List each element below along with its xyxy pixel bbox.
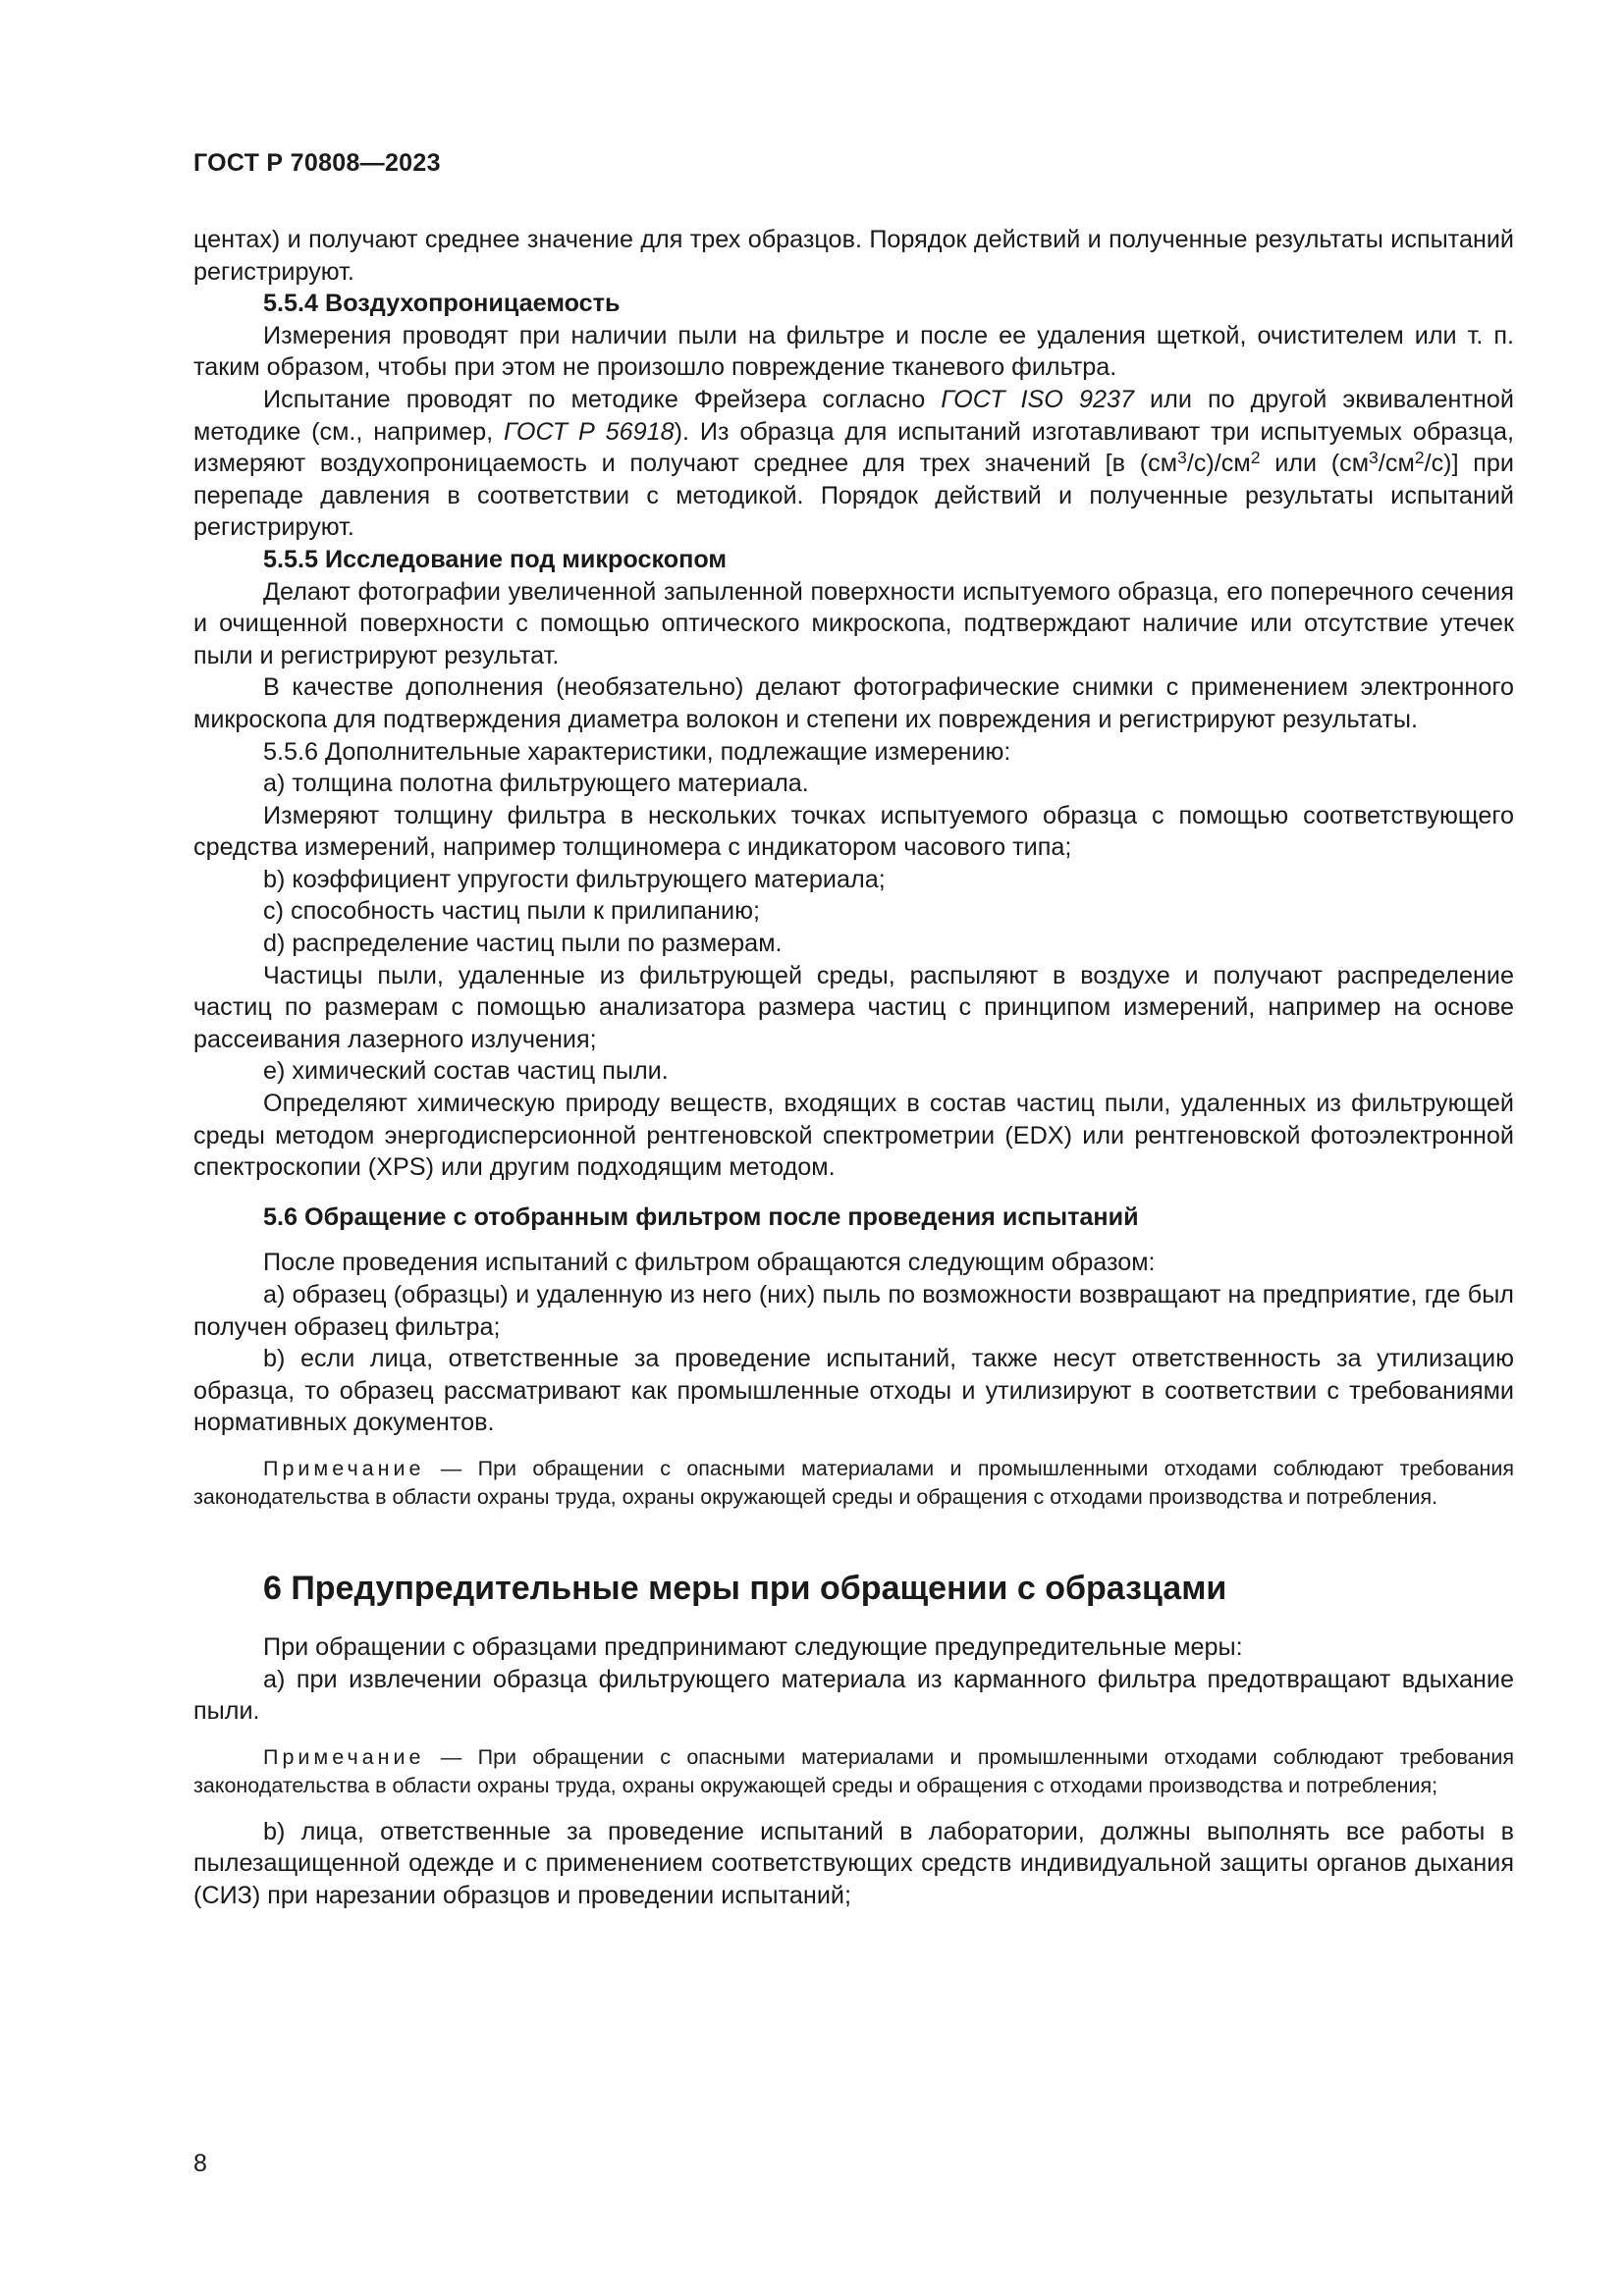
- note-hazardous-materials: [193, 1455, 1514, 1512]
- list-item-e-chemical-composition: е) химический состав частиц пыли.: [263, 1057, 669, 1086]
- paragraph-measurement-conditions: Измерения проводят при наличии пыли на фильтре и после ее удаления щеткой, очистителем или т. п. таким образом, чтобы при этом не произошло повреждение тканевого фильтра.: [193, 321, 1514, 382]
- text-run: /с)/см: [1186, 450, 1251, 478]
- paragraph-post-test-handling: После проведения испытаний с фильтром обращаются следующим образом:: [263, 1249, 1156, 1277]
- list-item-b-disposal: b) если лица, ответственные за проведение испытаний, также несут ответственность за утилизацию образца, то образец рассматривают как промышленные отходы и утилизируют в соответствии с требованиями нормативных документов.: [193, 1345, 1514, 1437]
- superscript: 2: [1250, 448, 1261, 468]
- superscript: 2: [1414, 448, 1425, 468]
- list-item-a-thickness: а) толщина полотна фильтрующего материала.: [263, 770, 809, 798]
- document-body: [193, 224, 1514, 1912]
- list-item-a-return-sample: а) образец (образцы) и удаленную из него (них) пыль по возможности возвращают на предприятие, где был получен образец фильтра;: [193, 1281, 1514, 1341]
- heading-5-6: 5.6 Обращение с отобранным фильтром после проведения испытаний: [263, 1202, 1139, 1231]
- paragraph-particle-analysis: Частицы пыли, удаленные из фильтрующей среды, распыляют в воздухе и получают распределение частиц по размерам с помощью анализатора размера частиц с принципом измерений, например на основе рассеивания лазерного излучения;: [193, 961, 1514, 1053]
- list-item-d-size-distribution: d) распределение частиц пыли по размерам.: [263, 930, 783, 958]
- heading-section-6: 6 Предупредительные меры при обращении с образцами: [263, 1569, 1227, 1607]
- text-run: или (см: [1260, 450, 1370, 478]
- paragraph-optical-microscope: Делают фотографии увеличенной запыленной поверхности испытуемого образца, его поперечного сечения и очищенной поверхности с помощью оптического микроскопа, подтверждают наличие или отсутствие утечек пыли и регистрируют результат.: [193, 577, 1514, 669]
- text-run: ). Из образца для испытаний изготавливают три испытуемых образца, измеряют воздухопроницаемость и получают среднее для трех значений [в (см: [193, 417, 1514, 478]
- list-item-b-protective-equipment: b) лица, ответственные за проведение испытаний в лаборатории, должны выполнять все работы в пылезащищенной одежде и с применением соответствующих средств индивидуальной защиты органов дыхания (СИЗ) при нарезании образцов и проведении испытаний;: [193, 1817, 1514, 1909]
- superscript: 3: [1369, 448, 1379, 468]
- heading-5-5-4: 5.5.4 Воздухопроницаемость: [263, 290, 621, 318]
- list-item-b-elasticity: b) коэффициент упругости фильтрующего материала;: [263, 865, 886, 893]
- list-item-c-adhesion: с) способность частиц пыли к прилипанию;: [263, 897, 760, 926]
- heading-5-5-5: 5.5.5 Исследование под микроскопом: [263, 545, 728, 573]
- superscript: 3: [1177, 448, 1187, 468]
- text-run: /см: [1378, 450, 1415, 478]
- note-hazardous-materials-2: [193, 1743, 1514, 1800]
- paragraph-continuation: центах) и получают среднее значение для трех образцов. Порядок действий и полученные результаты испытаний регистрируют.: [193, 226, 1514, 286]
- paragraph-thickness-measurement: Измеряют толщину фильтра в нескольких точках испытуемого образца с помощью соответствующего средства измерений, например толщиномера с индикатором часового типа;: [193, 801, 1514, 862]
- paragraph-frazier-method: [193, 384, 1514, 544]
- paragraph-5-5-6: 5.5.6 Дополнительные характеристики, подлежащие измерению:: [263, 737, 1011, 766]
- text-run: Испытание проводят по методике Фрейзера согласно: [263, 385, 942, 413]
- list-item-a-prevent-inhalation: а) при извлечении образца фильтрующего материала из карманного фильтра предотвращают вдыхание пыли.: [193, 1665, 1514, 1726]
- text-run: /с)] при перепаде давления в соответствии с методикой. Порядок действий и полученные результаты испытаний регистрируют.: [193, 450, 1514, 542]
- note-label: Примечание: [263, 1744, 425, 1769]
- standard-reference-gost-iso-9237: ГОСТ ISO 9237: [941, 385, 1134, 413]
- note-label: Примечание: [263, 1456, 425, 1480]
- standard-reference-gost-r-56918: ГОСТ Р 56918: [504, 417, 675, 446]
- paragraph-electron-microscope: В качестве дополнения (необязательно) делают фотографические снимки с применением электронного микроскопа для подтверждения диаметра волокон и степени их повреждения и регистрируют результаты.: [193, 673, 1514, 733]
- running-header-doc-id: ГОСТ Р 70808—2023: [193, 149, 441, 177]
- note-text: — При обращении с опасными материалами и промышленными отходами соблюдают требования законодательства в области охраны труда, охраны окружающей среды и обращения с отходами производства и потребления;: [193, 1744, 1514, 1797]
- note-text: — При обращении с опасными материалами и промышленными отходами соблюдают требования законодательства в области охраны труда, охраны окружающей среды и обращения с отходами производства и потребления.: [193, 1456, 1514, 1509]
- page-number: 8: [193, 2150, 207, 2177]
- paragraph-precautions-intro: При обращении с образцами предпринимают следующие предупредительные меры:: [263, 1632, 1243, 1661]
- paragraph-edx-xps: Определяют химическую природу веществ, входящих в состав частиц пыли, удаленных из фильтрующей среды методом энергодисперсионной рентгеновской спектрометрии (EDX) или рентгеновской фотоэлектронной спектроскопии (XPS) или другим подходящим методом.: [193, 1090, 1514, 1182]
- text-run: или по другой эквивалентной методике (см., например,: [193, 385, 1514, 446]
